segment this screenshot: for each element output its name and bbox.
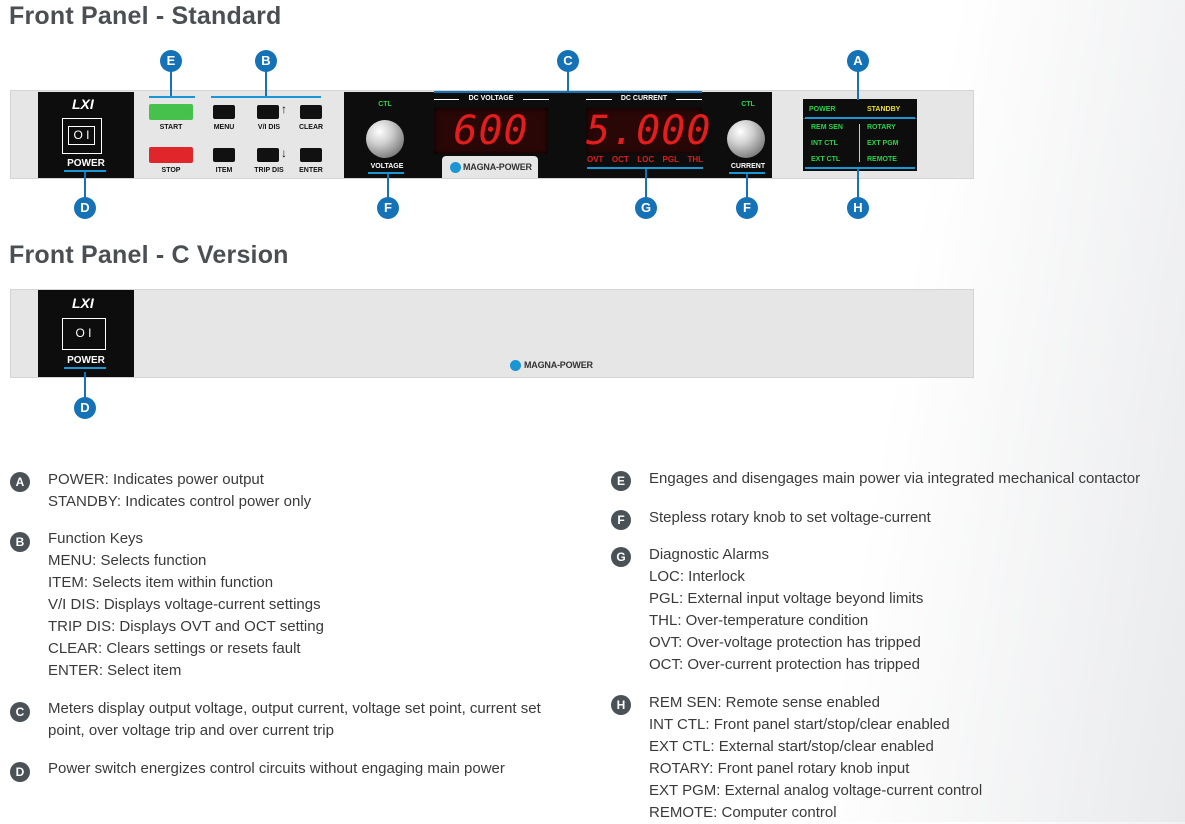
callout-d-leader bbox=[84, 172, 86, 198]
trip-dis-key[interactable] bbox=[257, 148, 279, 162]
callout-g-leader bbox=[645, 169, 647, 198]
legend-f-line: Stepless rotary knob to set voltage-current bbox=[649, 509, 931, 526]
callout-f-right-leader bbox=[746, 174, 748, 198]
callout-f-left: F bbox=[377, 197, 399, 219]
c-magna-power-logo-icon bbox=[510, 360, 521, 371]
legend-b-line: Function Keys bbox=[48, 530, 144, 547]
legend-d-line: Power switch energizes control circuits without engaging main power bbox=[48, 760, 505, 777]
legend-badge-g: G bbox=[611, 547, 631, 567]
legend-h-line: EXT CTL: External start/stop/clear enabled bbox=[649, 738, 934, 755]
stop-label: STOP bbox=[161, 167, 181, 174]
item-key[interactable] bbox=[213, 148, 235, 162]
start-button[interactable] bbox=[149, 104, 193, 120]
legend-c bbox=[48, 698, 541, 742]
callout-f-right: F bbox=[736, 197, 758, 219]
legend-g-line: OVT: Over-voltage protection has tripped bbox=[649, 634, 921, 651]
legend-b-line: ITEM: Selects item within function bbox=[48, 574, 274, 591]
title-standard: Front Panel - Standard bbox=[9, 2, 282, 30]
power-switch-label: O I bbox=[68, 126, 95, 145]
legend-b-line: CLEAR: Clears settings or resets fault bbox=[48, 640, 301, 657]
lxi-logo: LXI bbox=[72, 96, 94, 112]
menu-key[interactable] bbox=[213, 105, 235, 119]
legend-h-line: REMOTE: Computer control bbox=[649, 804, 837, 821]
dc-current-label: DC CURRENT bbox=[612, 95, 676, 102]
start-stop-overline bbox=[149, 96, 195, 98]
status-remote: REMOTE bbox=[867, 156, 897, 163]
menu-label: MENU bbox=[213, 124, 235, 131]
status-int-ctl: INT CTL bbox=[811, 140, 838, 147]
callout-h: H bbox=[847, 197, 869, 219]
legend-g-line: PGL: External input voltage beyond limits bbox=[649, 590, 924, 607]
voltage-knob-label: VOLTAGE bbox=[370, 163, 404, 170]
callout-a-leader bbox=[857, 70, 859, 100]
legend-g-line: OCT: Over-current protection has tripped bbox=[649, 656, 920, 673]
power-block bbox=[38, 92, 134, 178]
voltage-knob[interactable] bbox=[366, 120, 404, 158]
status-bottom-underline bbox=[805, 167, 915, 169]
alarm-loc: LOC bbox=[637, 155, 655, 164]
callout-h-leader bbox=[857, 169, 859, 198]
status-block bbox=[803, 99, 917, 171]
legend-b-line: TRIP DIS: Displays OVT and OCT setting bbox=[48, 618, 324, 635]
brand-tab bbox=[442, 156, 538, 178]
legend-h bbox=[649, 692, 982, 824]
c-power-label: POWER bbox=[67, 355, 105, 366]
arrow-up-icon: ↑ bbox=[281, 102, 287, 116]
alarm-oct: OCT bbox=[611, 155, 629, 164]
title-c-version: Front Panel - C Version bbox=[9, 241, 289, 269]
callout-f-left-leader bbox=[387, 174, 389, 198]
alarm-ovt: OVT bbox=[587, 155, 604, 164]
status-rem-sen: REM SEN bbox=[811, 124, 843, 131]
callout-b-leader bbox=[265, 70, 267, 96]
legend-g-line: THL: Over-temperature condition bbox=[649, 612, 869, 629]
legend-f bbox=[649, 507, 931, 529]
ctl-voltage-label: CTL bbox=[378, 101, 392, 108]
legend-a-line: POWER: Indicates power output bbox=[48, 471, 264, 488]
callout-e-leader bbox=[170, 70, 172, 96]
status-ext-pgm: EXT PGM bbox=[867, 140, 899, 147]
legend-badge-h: H bbox=[611, 695, 631, 715]
c-brand-label: MAGNA-POWER bbox=[524, 360, 593, 370]
legend-c-line: point, over voltage trip and over current trip bbox=[48, 722, 334, 739]
current-knob[interactable] bbox=[727, 120, 765, 158]
c-power-switch[interactable] bbox=[62, 318, 106, 350]
enter-label: ENTER bbox=[299, 167, 323, 174]
vi-dis-label: V/I DIS bbox=[257, 124, 281, 131]
callout-b: B bbox=[255, 50, 277, 72]
callout-g: G bbox=[635, 197, 657, 219]
stop-button[interactable] bbox=[149, 147, 193, 163]
status-rotary: ROTARY bbox=[867, 124, 896, 131]
c-version-panel-strip bbox=[10, 289, 974, 378]
magna-power-logo-icon bbox=[450, 162, 461, 173]
c-power-switch-label: O I bbox=[75, 326, 92, 340]
power-switch[interactable] bbox=[62, 118, 102, 154]
current-display: 5.000 bbox=[586, 108, 712, 154]
legend-h-line: INT CTL: Front panel start/stop/clear enabled bbox=[649, 716, 950, 733]
legend-badge-a: A bbox=[10, 472, 30, 492]
power-label: POWER bbox=[67, 158, 105, 169]
legend-b-line: MENU: Selects function bbox=[48, 552, 207, 569]
callout-c: C bbox=[557, 50, 579, 72]
callout-c-leader bbox=[567, 70, 569, 92]
callout-e: E bbox=[160, 50, 182, 72]
current-knob-label: CURRENT bbox=[730, 163, 766, 170]
status-top-underline bbox=[805, 117, 915, 119]
callout-c-bracket bbox=[434, 91, 702, 93]
callout-a: A bbox=[847, 50, 869, 72]
c-power-underline bbox=[64, 367, 106, 369]
legend-e-line: Engages and disengages main power via integrated mechanical contactor bbox=[649, 470, 1141, 487]
alarm-thl: THL bbox=[687, 155, 703, 164]
c-callout-d-leader bbox=[84, 372, 86, 398]
legend-h-line: REM SEN: Remote sense enabled bbox=[649, 694, 880, 711]
meter-block bbox=[344, 92, 772, 178]
legend-badge-e: E bbox=[611, 471, 631, 491]
status-standby: STANDBY bbox=[867, 106, 901, 113]
legend-badge-c: C bbox=[10, 702, 30, 722]
arrow-down-icon: ↓ bbox=[281, 146, 287, 160]
legend-g-line: LOC: Interlock bbox=[649, 568, 745, 585]
start-label: START bbox=[159, 124, 183, 131]
legend-e bbox=[649, 468, 1140, 490]
brand-label: MAGNA-POWER bbox=[463, 162, 532, 172]
legend-badge-b: B bbox=[10, 532, 30, 552]
legend-g bbox=[649, 544, 923, 676]
legend-b-line: ENTER: Select item bbox=[48, 662, 182, 679]
c-callout-d: D bbox=[74, 397, 96, 419]
ctl-current-label: CTL bbox=[741, 101, 755, 108]
legend-b-line: V/I DIS: Displays voltage-current settings bbox=[48, 596, 321, 613]
item-label: ITEM bbox=[215, 167, 233, 174]
legend-h-line: ROTARY: Front panel rotary knob input bbox=[649, 760, 910, 777]
legend-g-line: Diagnostic Alarms bbox=[649, 546, 770, 563]
legend-a-line: STANDBY: Indicates control power only bbox=[48, 493, 312, 510]
dc-voltage-label: DC VOLTAGE bbox=[459, 95, 523, 102]
status-ext-ctl: EXT CTL bbox=[811, 156, 841, 163]
alarm-row bbox=[587, 155, 703, 165]
status-divider bbox=[859, 124, 860, 162]
legend-badge-d: D bbox=[10, 762, 30, 782]
alarm-pgl: PGL bbox=[662, 155, 679, 164]
callout-d: D bbox=[74, 197, 96, 219]
legend-badge-f: F bbox=[611, 510, 631, 530]
voltage-knob-underline bbox=[368, 172, 404, 174]
c-lxi-logo: LXI bbox=[72, 295, 94, 311]
vi-dis-key[interactable] bbox=[257, 105, 279, 119]
legend-h-line: EXT PGM: External analog voltage-current control bbox=[649, 782, 983, 799]
clear-label: CLEAR bbox=[298, 124, 324, 131]
function-keys-overline bbox=[211, 96, 321, 98]
trip-dis-label: TRIP DIS bbox=[254, 167, 284, 174]
legend-b bbox=[48, 528, 324, 682]
clear-key[interactable] bbox=[300, 105, 322, 119]
status-power: POWER bbox=[809, 106, 836, 113]
legend-d bbox=[48, 758, 505, 780]
c-power-block bbox=[38, 290, 134, 377]
legend-a bbox=[48, 469, 311, 513]
legend-c-line: Meters display output voltage, output current, voltage set point, current set bbox=[48, 700, 541, 717]
voltage-display: 600 bbox=[434, 108, 548, 154]
enter-key[interactable] bbox=[300, 148, 322, 162]
